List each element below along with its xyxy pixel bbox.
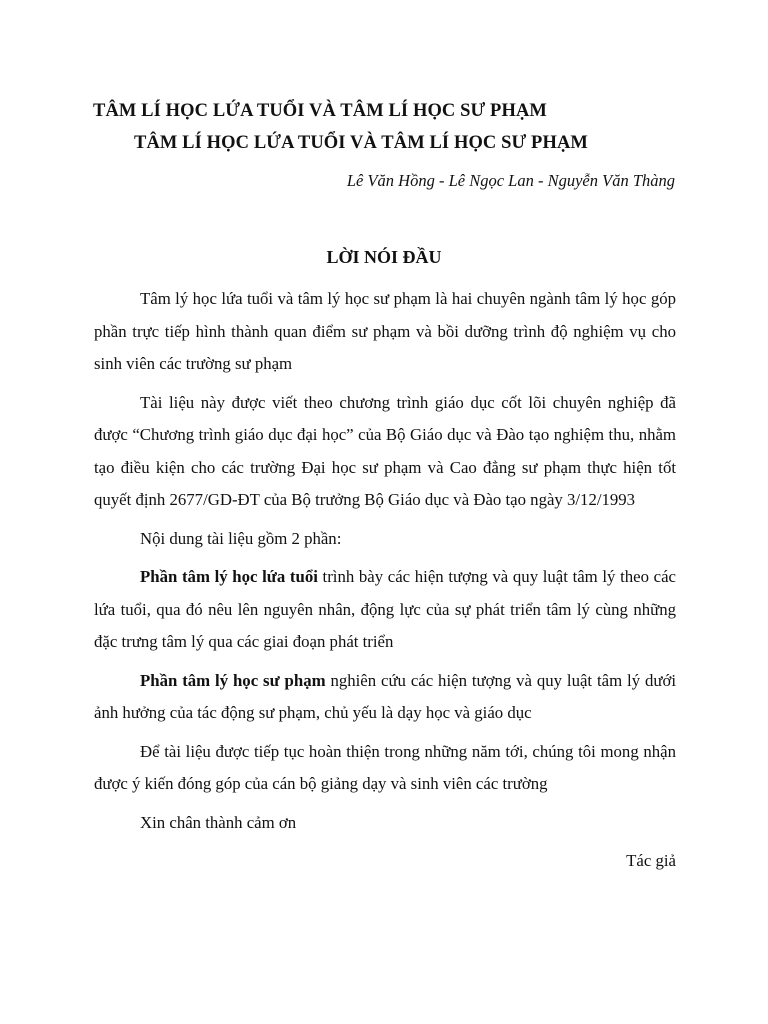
paragraph-5-text: nghiên cứu các hiện tượng và quy luật tâm lý dưới ảnh hưởng của tác động sư phạm, chủ yếu là dạy học và giáo dục bbox=[94, 670, 676, 722]
document-title-line-1: TÂM LÍ HỌC LỨA TUỔI VÀ TÂM LÍ HỌC SƯ PHẠM bbox=[93, 101, 547, 121]
document-title-line-2: TÂM LÍ HỌC LỨA TUỔI VÀ TÂM LÍ HỌC SƯ PHẠM bbox=[134, 133, 588, 153]
paragraph-3: Nội dung tài liệu gồm 2 phần: bbox=[140, 528, 342, 548]
paragraph-5-bold-lead: Phần tâm lý học sư phạm bbox=[140, 670, 326, 690]
paragraph-6: Để tài liệu được tiếp tục hoàn thiện trong những năm tới, chúng tôi mong nhận được ý kiến đóng góp của cán bộ giảng dạy và sinh viên các trường bbox=[94, 741, 676, 793]
paragraph-1: Tâm lý học lứa tuổi và tâm lý học sư phạm là hai chuyên ngành tâm lý học góp phần trực tiếp hình thành quan điểm sư phạm và bồi dưỡng trình độ nghiệm vụ cho sinh viên các trường sư phạm bbox=[94, 289, 676, 373]
section-heading: LỜI NÓI ĐẦU bbox=[326, 247, 442, 267]
paragraph-2: Tài liệu này được viết theo chương trình giáo dục cốt lõi chuyên nghiệp đã được “Chương trình giáo dục đại học” của Bộ Giáo dục và Đào tạo nghiệm thu, nhằm tạo điều kiện cho các trường Đại học sư phạm và Cao đẳng sư phạm thực hiện tốt quyết định 2677/GD-ĐT của Bộ trưởng Bộ Giáo dục và Đào tạo ngày 3/12/1993 bbox=[94, 392, 676, 509]
signature: Tác giả bbox=[626, 851, 676, 870]
paragraph-4 bbox=[94, 561, 676, 659]
paragraph-4-bold-lead: Phần tâm lý học lứa tuổi bbox=[140, 567, 318, 586]
paragraph-5 bbox=[94, 665, 676, 730]
authors-line: Lê Văn Hồng - Lê Ngọc Lan - Nguyễn Văn Thàng bbox=[346, 171, 675, 190]
paragraph-4-text: trình bày các hiện tượng và quy luật tâm lý theo các lứa tuổi, qua đó nêu lên nguyên nhân, động lực của sự phát triển tâm lý cùng những đặc trưng tâm lý qua các giai đoạn phát triển bbox=[94, 567, 676, 651]
document-body bbox=[94, 283, 676, 878]
paragraph-7: Xin chân thành cảm ơn bbox=[140, 812, 297, 832]
